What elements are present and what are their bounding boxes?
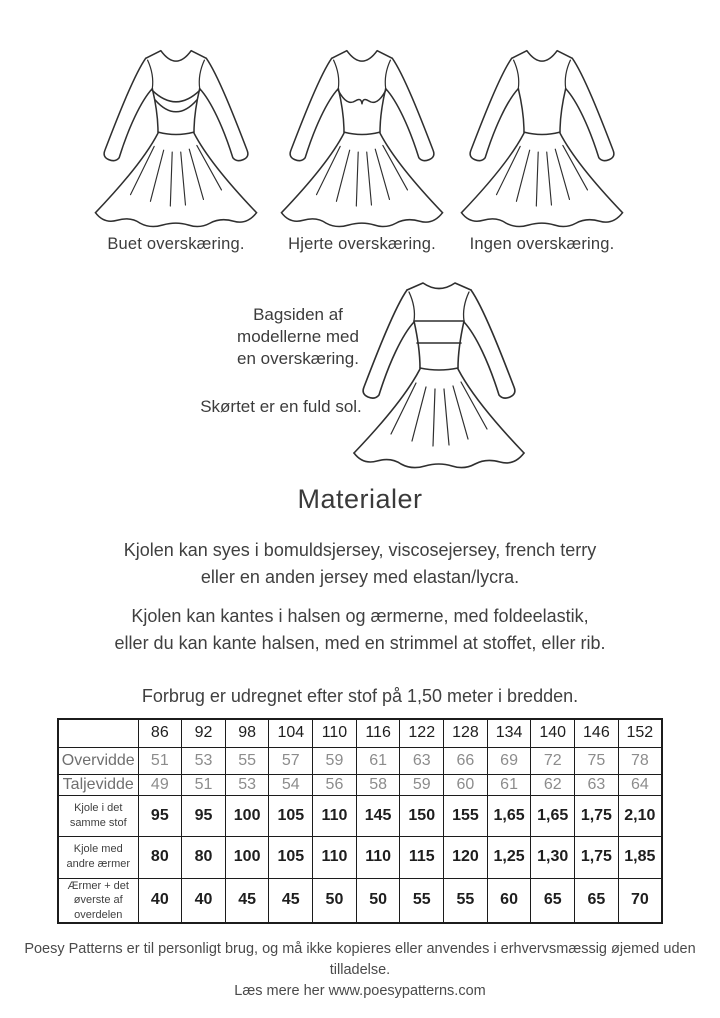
size-table-cell: 51 [182, 774, 226, 795]
back-view-label-line: modellerne med [237, 327, 359, 346]
size-table-cell: 1,65 [531, 795, 575, 836]
size-table-cell: 95 [138, 795, 182, 836]
dress-figure-heart-cut [272, 40, 452, 254]
caption-curved-cut: Buet overskæring. [107, 235, 245, 253]
size-table-cell: 60 [487, 878, 531, 923]
row-label-line: Ærmer + det [67, 879, 129, 892]
size-table-cell: 65 [575, 878, 619, 923]
row-label-line: Kjole med [73, 843, 123, 856]
dress-figure-back-view [344, 271, 534, 476]
size-table-cell: 2,10 [618, 795, 662, 836]
footer-copyright-line: Poesy Patterns er til personligt brug, og må ikke kopieres eller anvendes i erhvervsmæssig øjemed uden tilladelse. [24, 941, 696, 978]
size-table-cell: 1,25 [487, 836, 531, 878]
size-table-cell: 80 [138, 836, 182, 878]
row-label-line: Kjole i det [74, 801, 123, 814]
skirt-note: Skørtet er en fuld sol. [200, 397, 362, 416]
size-table-wrap [57, 718, 663, 924]
row-label-line: Overvidde [61, 751, 135, 769]
dress-front-plain-illustration [452, 40, 632, 230]
dress-figure-no-cut [452, 40, 632, 254]
size-table-cell: 100 [225, 795, 269, 836]
size-table-cell: 50 [313, 878, 357, 923]
size-table-cell: 63 [400, 747, 444, 774]
size-table-cell: 61 [487, 774, 531, 795]
size-table [57, 718, 663, 924]
caption-no-cut: Ingen overskæring. [469, 235, 615, 253]
size-table-cell: 49 [138, 774, 182, 795]
caption-heart-cut: Hjerte overskæring. [288, 235, 436, 253]
size-column-header: 122 [400, 719, 444, 747]
size-table-cell: 100 [225, 836, 269, 878]
size-table-cell: 1,85 [618, 836, 662, 878]
size-table-cell: 55 [225, 747, 269, 774]
size-table-cell: 120 [444, 836, 488, 878]
size-table-cell: 1,30 [531, 836, 575, 878]
dress-back-illustration [344, 271, 534, 471]
size-table-cell: 110 [313, 795, 357, 836]
size-table-row-label [58, 836, 138, 878]
size-table-cell: 58 [356, 774, 400, 795]
size-table-cell: 54 [269, 774, 313, 795]
size-table-cell: 95 [182, 795, 226, 836]
size-table-cell: 72 [531, 747, 575, 774]
paragraph-line: Kjolen kan kantes i halsen og ærmerne, med foldeelastik, [131, 606, 589, 626]
size-table-row [58, 878, 662, 923]
size-table-cell: 62 [531, 774, 575, 795]
size-table-cell: 40 [138, 878, 182, 923]
size-table-cell: 50 [356, 878, 400, 923]
size-table-row-label [58, 878, 138, 923]
size-table-corner-cell [58, 719, 138, 747]
size-table-cell: 69 [487, 747, 531, 774]
page-footer [0, 939, 720, 1002]
size-table-row [58, 774, 662, 795]
size-column-header: 86 [138, 719, 182, 747]
size-table-cell: 53 [182, 747, 226, 774]
size-table-cell: 70 [618, 878, 662, 923]
size-table-cell: 78 [618, 747, 662, 774]
size-table-cell: 57 [269, 747, 313, 774]
size-column-header: 134 [487, 719, 531, 747]
size-table-row-label [58, 774, 138, 795]
size-column-header: 104 [269, 719, 313, 747]
size-table-row [58, 836, 662, 878]
size-table-cell: 55 [444, 878, 488, 923]
size-table-cell: 150 [400, 795, 444, 836]
row-label-line: øverste af [73, 894, 123, 907]
size-table-cell: 65 [531, 878, 575, 923]
size-column-header: 128 [444, 719, 488, 747]
size-table-cell: 45 [225, 878, 269, 923]
size-column-header: 92 [182, 719, 226, 747]
size-column-header: 152 [618, 719, 662, 747]
size-table-cell: 40 [182, 878, 226, 923]
size-column-header: 146 [575, 719, 619, 747]
materials-heading: Materialer [297, 484, 423, 514]
size-table-cell: 110 [356, 836, 400, 878]
footer-website-line: Læs mere her www.poesypatterns.com [234, 983, 486, 999]
size-table-header-row [58, 719, 662, 747]
materials-paragraph-fabrics [0, 537, 720, 591]
size-column-header: 116 [356, 719, 400, 747]
size-table-row-label [58, 795, 138, 836]
dress-front-curved-illustration [86, 40, 266, 230]
size-table-cell: 56 [313, 774, 357, 795]
size-column-header: 98 [225, 719, 269, 747]
size-table-cell: 66 [444, 747, 488, 774]
paragraph-line: Kjolen kan syes i bomuldsjersey, viscosejersey, french terry [123, 540, 597, 560]
size-column-header: 140 [531, 719, 575, 747]
size-table-cell: 45 [269, 878, 313, 923]
row-label-line: andre ærmer [66, 858, 131, 870]
size-table-body [58, 747, 662, 923]
size-table-cell: 115 [400, 836, 444, 878]
row-label-line: samme stof [69, 816, 127, 829]
size-table-cell: 64 [618, 774, 662, 795]
size-column-header: 110 [313, 719, 357, 747]
size-table-head [58, 719, 662, 747]
row-label-line: Taljevidde [62, 775, 134, 793]
size-table-cell: 63 [575, 774, 619, 795]
dress-front-heart-illustration [272, 40, 452, 230]
size-table-cell: 55 [400, 878, 444, 923]
size-table-row [58, 747, 662, 774]
size-table-cell: 105 [269, 836, 313, 878]
size-table-cell: 51 [138, 747, 182, 774]
size-table-cell: 155 [444, 795, 488, 836]
paragraph-line: eller du kan kante halsen, med en strimmel at stoffet, eller rib. [114, 633, 606, 653]
size-table-row [58, 795, 662, 836]
back-view-label-line: Bagsiden af [253, 305, 343, 324]
size-table-cell: 105 [269, 795, 313, 836]
size-table-cell: 110 [313, 836, 357, 878]
materials-paragraph-binding [0, 603, 720, 657]
size-table-cell: 145 [356, 795, 400, 836]
size-table-cell: 1,75 [575, 836, 619, 878]
size-table-cell: 80 [182, 836, 226, 878]
size-table-cell: 61 [356, 747, 400, 774]
size-table-cell: 53 [225, 774, 269, 795]
row-label-line: overdelen [74, 908, 123, 921]
dress-figure-curved-cut [86, 40, 266, 254]
size-table-cell: 75 [575, 747, 619, 774]
size-table-cell: 1,75 [575, 795, 619, 836]
size-table-cell: 59 [313, 747, 357, 774]
fabric-usage-note: Forbrug er udregnet efter stof på 1,50 meter i bredden. [141, 686, 579, 706]
back-view-label-line: en overskæring. [237, 349, 359, 368]
size-table-row-label [58, 747, 138, 774]
size-table-cell: 60 [444, 774, 488, 795]
size-table-cell: 1,65 [487, 795, 531, 836]
size-table-cell: 59 [400, 774, 444, 795]
paragraph-line: eller en anden jersey med elastan/lycra. [200, 567, 520, 587]
